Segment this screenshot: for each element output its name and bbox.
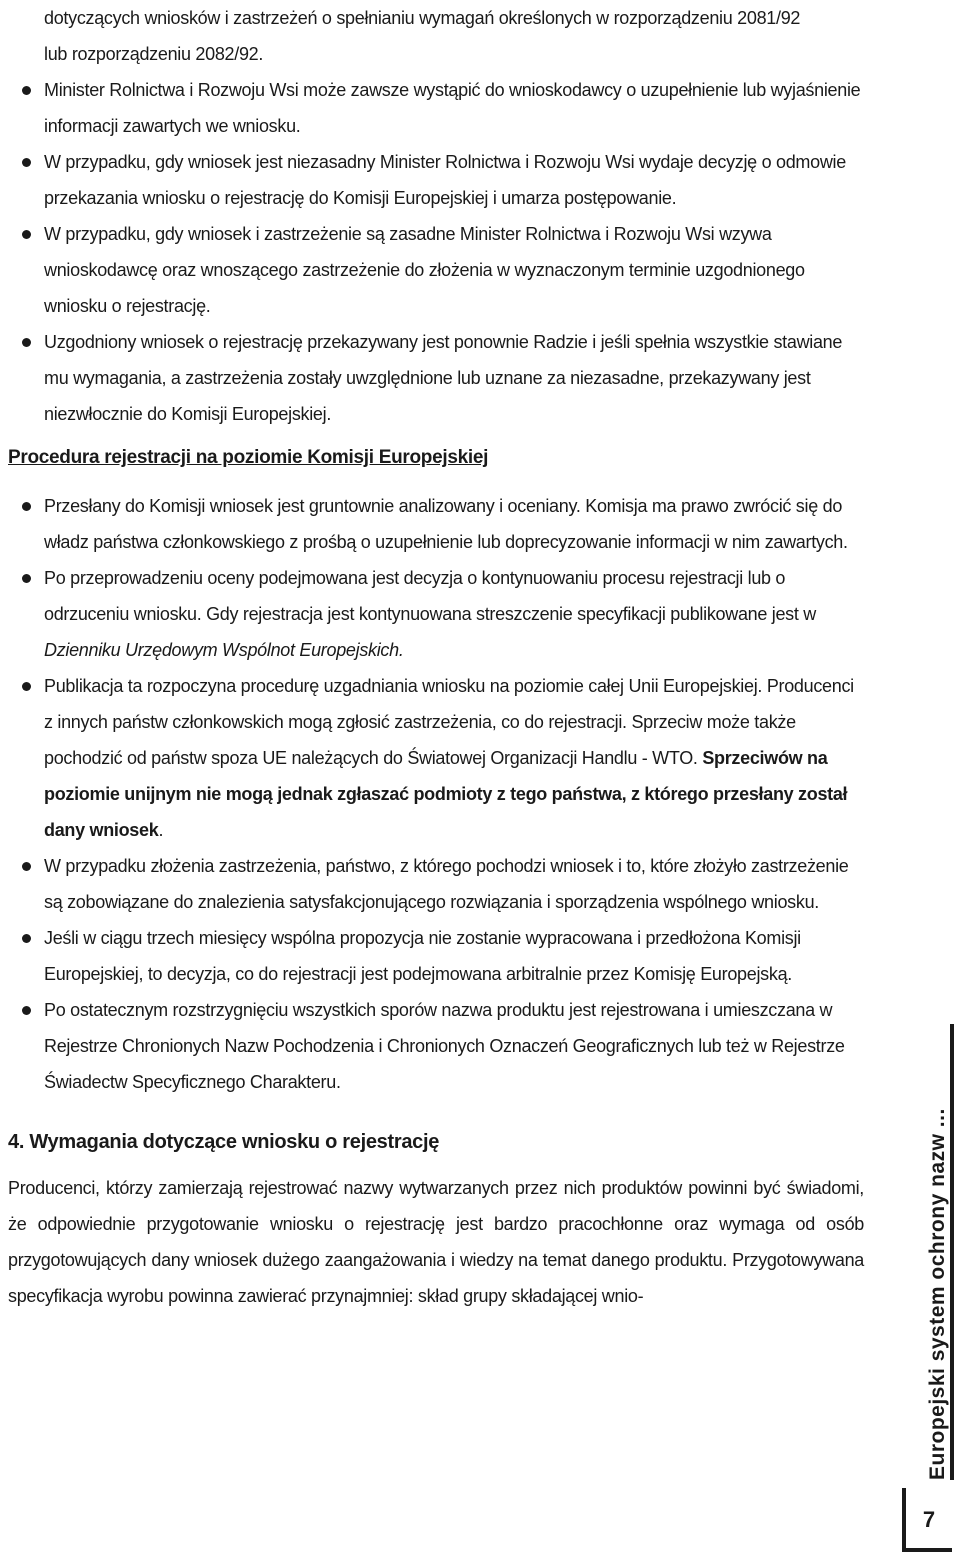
list-item: Po ostatecznym rozstrzygnięciu wszystkich sporów nazwa produktu jest rejestrowana i umieszczana w Rejestrze Chronionych Nazw Pochodzenia i Chronionych Oznaczeń Geograficznych lub też w Rejestrze Świadectw Specyficznego Charakteru. [8,992,864,1100]
list-item: Przesłany do Komisji wniosek jest gruntownie analizowany i oceniany. Komisja ma prawo zwrócić się do władz państwa członkowskiego z prośbą o uzupełnienie lub doprecyzowanie informacji w nim zawartych. [8,488,864,560]
bullet-list-commission [8,488,864,1100]
list-item: W przypadku, gdy wniosek jest niezasadny Minister Rolnictwa i Rozwoju Wsi wydaje decyzję o odmowie przekazania wniosku o rejestrację do Komisji Europejskiej i umarza postępowanie. [8,144,864,216]
list-item [8,560,864,668]
emphasized-text: Sprzeciwów na poziomie unijnym nie mogą jednak zgłaszać podmioty z tego państwa, z którego przesłany został dany wniosek [44,748,848,840]
requirements-paragraph: Producenci, którzy zamierzają rejestrować nazwy wytwarzanych przez nich produktów powinni być świadomi, że odpowiednie przygotowanie wniosku o rejestrację jest bardzo pracochłonne oraz wymaga od osób przygotowujących dany wniosek dużego zaangażowania i wiedzy na temat danego produktu. Przygotowywana specyfikacja wyrobu powinna zawierać przynajmniej: skład grupy składającej wnio- [8,1178,864,1306]
list-item: Jeśli w ciągu trzech miesięcy wspólna propozycja nie zostanie wypracowana i przedłożona Komisji Europejskiej, to decyzja, co do rejestracji jest podejmowana arbitralnie przez Komisję Europejską. [8,920,864,992]
list-item-text: Publikacja ta rozpoczyna procedurę uzgadniania wniosku na poziomie całej Unii Europejskiej. Producenci z innych państw członkowskich mogą zgłosić zastrzeżenia, co do rejestracji. Sprzeciw może także pochodzić od państw spoza UE należących do Światowej Organizacji Handlu - WTO. [44,676,854,768]
continued-line-2: lub rozporządzeniu 2082/92. [44,44,264,64]
section-heading-requirements: 4. Wymagania dotyczące wniosku o rejestrację [8,1131,440,1153]
continued-text [8,0,864,72]
list-item: W przypadku złożenia zastrzeżenia, państwo, z którego pochodzi wniosek i to, które złożyło zastrzeżenie są zobowiązane do znalezienia satysfakcjonującego rozwiązania i sporządzenia wspólnego wniosku. [8,848,864,920]
list-item: W przypadku, gdy wniosek i zastrzeżenie są zasadne Minister Rolnictwa i Rozwoju Wsi wzywa wnioskodawcę oraz wnoszącego zastrzeżenie do złożenia w wyznaczonym terminie uzgodnionego wniosku o rejestrację. [8,216,864,324]
list-item-text: Po przeprowadzeniu oceny podejmowana jest decyzja o kontynuowaniu procesu rejestracji lub o odrzuceniu wniosku. Gdy rejestracja jest kontynuowana streszczenie specyfikacji publikowane jest w [44,568,816,624]
side-title-text: Europejski system ochrony nazw ... [926,1108,949,1480]
list-item-end: . [158,820,164,840]
list-item: Minister Rolnictwa i Rozwoju Wsi może zawsze wystąpić do wnioskodawcy o uzupełnienie lub wyjaśnienie informacji zawartych we wniosku. [8,72,864,144]
list-item: Uzgodniony wniosek o rejestrację przekazywany jest ponownie Radzie i jeśli spełnia wszystkie stawiane mu wymagania, a zastrzeżenia zostały uwzględnione lub uznane za niezasadne, przekazywany jest niezwłocznie do Komisji Europejskiej. [8,324,864,432]
journal-name: Dzienniku Urzędowym Wspólnot Europejskich. [44,640,404,660]
main-text-column [8,0,864,1314]
section-heading-procedure: Procedura rejestracji na poziomie Komisji Europejskiej [8,447,489,468]
bullet-list-minister [8,72,864,432]
page-number: 7 [902,1488,952,1552]
side-running-title [900,1024,956,1480]
continued-line-1: dotyczących wniosków i zastrzeżeń o spełnianiu wymagań określonych w rozporządzeniu 2081/92 [44,8,801,28]
list-item [8,668,864,848]
